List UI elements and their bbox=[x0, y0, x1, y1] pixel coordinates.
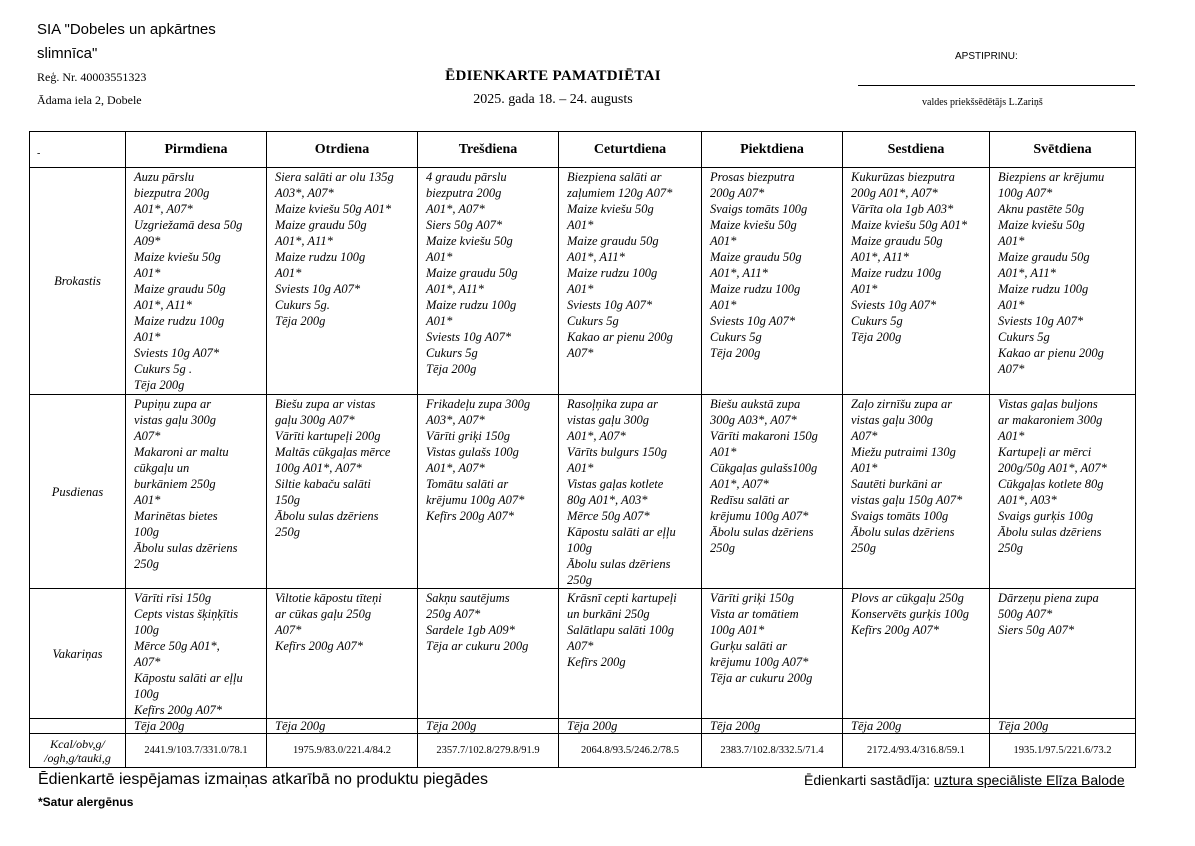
menu-line: Plovs ar cūkgaļu 250g bbox=[851, 591, 964, 605]
menu-line: Cukurs 5g bbox=[851, 314, 903, 328]
menu-line: Redīsu salāti ar bbox=[710, 493, 790, 507]
menu-line: Maize graudu 50g bbox=[134, 282, 226, 296]
menu-line: Sviests 10g A07* bbox=[710, 314, 796, 328]
menu-line: Sautēti burkāni ar bbox=[851, 477, 942, 491]
nutrition-value: 2383.7/102.8/332.5/71.4 bbox=[702, 734, 843, 768]
menu-line: A01*, A11* bbox=[851, 250, 909, 264]
day-header: Pirmdiena bbox=[126, 132, 267, 168]
menu-line: 250g bbox=[275, 525, 300, 539]
menu-line: Maize rudzu 100g bbox=[998, 282, 1089, 296]
menu-line: A01* bbox=[710, 234, 737, 248]
address: Ādama iela 2, Dobele bbox=[37, 93, 142, 107]
menu-line: A01* bbox=[567, 282, 594, 296]
menu-line: A01* bbox=[998, 429, 1025, 443]
menu-line: A01* bbox=[998, 234, 1025, 248]
nutrition-value: 1935.1/97.5/221.6/73.2 bbox=[990, 734, 1136, 768]
menu-line: Vista ar tomātiem bbox=[710, 607, 799, 621]
menu-line: Auzu pārslu bbox=[134, 170, 195, 184]
menu-line: A01* bbox=[567, 461, 594, 475]
menu-line: Vārīta ola 1gb A03* bbox=[851, 202, 954, 216]
menu-line: Siera salāti ar olu 135g bbox=[275, 170, 394, 184]
menu-line: Tēja 200g bbox=[710, 346, 761, 360]
meal-label: Vakariņas bbox=[30, 589, 126, 719]
meal-label: Pusdienas bbox=[30, 395, 126, 589]
menu-cell bbox=[267, 168, 418, 395]
menu-cell bbox=[990, 168, 1136, 395]
nutrition-label-line-1: Kcal/obv,g/ bbox=[50, 736, 105, 751]
organization-name bbox=[37, 18, 297, 66]
menu-line: Vārīti makaroni 150g bbox=[710, 429, 818, 443]
menu-line: Siers 50g A07* bbox=[426, 218, 503, 232]
menu-line: 100g A01*, A07* bbox=[275, 461, 362, 475]
day-header: Ceturtdiena bbox=[559, 132, 702, 168]
menu-line: A01*, A11* bbox=[134, 298, 192, 312]
menu-line: A01* bbox=[710, 298, 737, 312]
menu-line: krējumu 100g A07* bbox=[426, 493, 525, 507]
menu-line: A01* bbox=[567, 218, 594, 232]
menu-line: A01*, A07* bbox=[567, 429, 626, 443]
menu-line: Siltie kabaču salāti bbox=[275, 477, 371, 491]
menu-line: A07* bbox=[134, 655, 161, 669]
day-header: Otrdiena bbox=[267, 132, 418, 168]
day-header: Svētdiena bbox=[990, 132, 1136, 168]
menu-cell bbox=[418, 589, 559, 719]
menu-line: Sviests 10g A07* bbox=[998, 314, 1084, 328]
menu-cell bbox=[843, 168, 990, 395]
menu-line: 200g A01*, A07* bbox=[851, 186, 938, 200]
menu-line: vistas gaļu 300g bbox=[567, 413, 649, 427]
menu-line: 100g bbox=[134, 623, 159, 637]
menu-cell bbox=[702, 395, 843, 589]
menu-line: Maize rudzu 100g bbox=[426, 298, 517, 312]
menu-line: Maize rudzu 100g bbox=[567, 266, 658, 280]
menu-cell bbox=[990, 395, 1136, 589]
menu-cell bbox=[126, 168, 267, 395]
menu-line: Kefīrs 200g A07* bbox=[426, 509, 514, 523]
menu-line: Vārīts bulgurs 150g bbox=[567, 445, 668, 459]
nutrition-row bbox=[30, 734, 1136, 768]
menu-line: Maize graudu 50g bbox=[567, 234, 659, 248]
corner-cell bbox=[30, 132, 126, 168]
menu-line: Makaroni ar maltu bbox=[134, 445, 229, 459]
menu-line: Maize graudu 50g bbox=[426, 266, 518, 280]
menu-line: Ābolu sulas dzēriens bbox=[851, 525, 955, 539]
menu-line: A01*, A07* bbox=[426, 202, 485, 216]
approval-label: APSTIPRINU: bbox=[955, 51, 1018, 62]
menu-line: Cūkgaļas gulašs100g bbox=[710, 461, 818, 475]
menu-cell bbox=[702, 168, 843, 395]
menu-line: zaļumiem 120g A07* bbox=[567, 186, 673, 200]
menu-line: Miežu putraimi 130g bbox=[851, 445, 956, 459]
menu-line: A03*, A07* bbox=[275, 186, 334, 200]
menu-line: Cepts vistas šķiņķītis bbox=[134, 607, 239, 621]
menu-line: biezputra 200g bbox=[134, 186, 210, 200]
menu-line: Sviests 10g A07* bbox=[851, 298, 937, 312]
menu-cell bbox=[418, 168, 559, 395]
menu-line: 200g A07* bbox=[710, 186, 765, 200]
menu-line: krējumu 100g A07* bbox=[710, 509, 809, 523]
menu-line: Maize kviešu 50g bbox=[134, 250, 221, 264]
menu-line: gaļu 300g A07* bbox=[275, 413, 355, 427]
menu-line: A01* bbox=[426, 314, 453, 328]
tea-cell: Tēja 200g bbox=[418, 719, 559, 734]
menu-line: vistas gaļu 300g bbox=[134, 413, 216, 427]
menu-line: Kefīrs 200g A07* bbox=[275, 639, 363, 653]
tea-cell: Tēja 200g bbox=[267, 719, 418, 734]
menu-line: A01* bbox=[851, 282, 878, 296]
menu-line: Maize graudu 50g bbox=[275, 218, 367, 232]
menu-line: un burkāni 250g bbox=[567, 607, 650, 621]
menu-line: Prosas biezputra bbox=[710, 170, 795, 184]
menu-line: Tēja 200g bbox=[134, 378, 185, 392]
menu-line: Cukurs 5g . bbox=[134, 362, 192, 376]
menu-line: Vistas gulašs 100g bbox=[426, 445, 519, 459]
menu-line: Vārīti rīsi 150g bbox=[134, 591, 212, 605]
menu-line: A01*, A11* bbox=[426, 282, 484, 296]
menu-line: Sviests 10g A07* bbox=[134, 346, 220, 360]
menu-line: A01*, A07* bbox=[710, 477, 769, 491]
menu-line: Vistas gaļas kotlete bbox=[567, 477, 664, 491]
menu-line: 100g A07* bbox=[998, 186, 1053, 200]
menu-line: Sardele 1gb A09* bbox=[426, 623, 515, 637]
menu-line: Vistas gaļas buljons bbox=[998, 397, 1098, 411]
menu-line: Ābolu sulas dzēriens bbox=[710, 525, 814, 539]
menu-line: Kefīrs 200g bbox=[567, 655, 626, 669]
page-title: ĒDIENKARTE PAMATDIĒTAI bbox=[445, 68, 661, 84]
menu-cell bbox=[267, 395, 418, 589]
menu-line: Aknu pastēte 50g bbox=[998, 202, 1085, 216]
menu-line: Maize kviešu 50g A01* bbox=[851, 218, 968, 232]
tea-row bbox=[30, 719, 1136, 734]
menu-line: 4 graudu pārslu bbox=[426, 170, 507, 184]
menu-line: Salātlapu salāti 100g bbox=[567, 623, 674, 637]
menu-line: Kartupeļi ar mērci bbox=[998, 445, 1092, 459]
menu-line: Dārzeņu piena zupa bbox=[998, 591, 1099, 605]
menu-line: Maize kviešu 50g bbox=[998, 218, 1085, 232]
menu-line: 150g bbox=[275, 493, 300, 507]
menu-line: A01* bbox=[134, 266, 161, 280]
day-header: Trešdiena bbox=[418, 132, 559, 168]
menu-cell bbox=[559, 168, 702, 395]
chairman-signature-caption: valdes priekšsēdētājs L.Zariņš bbox=[922, 97, 1043, 108]
menu-line: Uzgriežamā desa 50g bbox=[134, 218, 243, 232]
menu-line: Cukurs 5g bbox=[710, 330, 762, 344]
date-range: 2025. gada 18. – 24. augusts bbox=[473, 92, 633, 107]
menu-line: A07* bbox=[134, 429, 161, 443]
menu-line: Sviests 10g A07* bbox=[275, 282, 361, 296]
menu-line: Kefīrs 200g A07* bbox=[134, 703, 222, 717]
menu-line: Maize graudu 50g bbox=[710, 250, 802, 264]
menu-line: A07* bbox=[851, 429, 878, 443]
menu-line: 100g bbox=[567, 541, 592, 555]
menu-line: A01* bbox=[134, 330, 161, 344]
menu-line: A07* bbox=[998, 362, 1025, 376]
menu-line: 500g A07* bbox=[998, 607, 1053, 621]
menu-line: Svaigs tomāts 100g bbox=[710, 202, 808, 216]
menu-line: Kakao ar pienu 200g bbox=[567, 330, 673, 344]
compiled-by-label: Ēdienkarti sastādīja: bbox=[804, 772, 934, 788]
menu-cell bbox=[418, 395, 559, 589]
org-line-1: SIA "Dobeles un apkārtnes bbox=[37, 21, 216, 38]
menu-line: Cukurs 5g bbox=[426, 346, 478, 360]
menu-line: A03*, A07* bbox=[426, 413, 485, 427]
menu-line: 250g bbox=[134, 557, 159, 571]
nutrition-value: 2064.8/93.5/246.2/78.5 bbox=[559, 734, 702, 768]
menu-line: biezputra 200g bbox=[426, 186, 502, 200]
nutrition-value: 1975.9/83.0/221.4/84.2 bbox=[267, 734, 418, 768]
menu-line: A01*, A11* bbox=[567, 250, 625, 264]
nutrition-value: 2441.9/103.7/331.0/78.1 bbox=[126, 734, 267, 768]
menu-line: Ābolu sulas dzēriens bbox=[134, 541, 238, 555]
menu-line: A01*, A11* bbox=[275, 234, 333, 248]
menu-line: 250g bbox=[851, 541, 876, 555]
menu-cell bbox=[126, 589, 267, 719]
stray-dash: - bbox=[37, 148, 41, 159]
menu-line: A09* bbox=[134, 234, 161, 248]
menu-line: A01* bbox=[426, 250, 453, 264]
meal-row-dinner bbox=[30, 589, 1136, 719]
menu-line: 300g A03*, A07* bbox=[710, 413, 797, 427]
menu-line: Gurķu salāti ar bbox=[710, 639, 788, 653]
menu-line: Kāpostu salāti ar eļļu bbox=[134, 671, 243, 685]
menu-line: 100g bbox=[134, 525, 159, 539]
menu-line: A01*, A07* bbox=[134, 202, 193, 216]
tea-cell: Tēja 200g bbox=[559, 719, 702, 734]
compiled-by bbox=[804, 772, 1125, 788]
menu-line: Maize rudzu 100g bbox=[134, 314, 225, 328]
menu-line: Biešu aukstā zupa bbox=[710, 397, 801, 411]
menu-line: A01* bbox=[851, 461, 878, 475]
menu-line: 100g A01* bbox=[710, 623, 765, 637]
menu-line: A07* bbox=[567, 346, 594, 360]
menu-line: Sviests 10g A07* bbox=[426, 330, 512, 344]
menu-line: Cukurs 5g bbox=[998, 330, 1050, 344]
menu-line: Biezpiens ar krējumu bbox=[998, 170, 1105, 184]
menu-line: 80g A01*, A03* bbox=[567, 493, 648, 507]
menu-line: 250g A07* bbox=[426, 607, 481, 621]
menu-line: A07* bbox=[567, 639, 594, 653]
menu-line: Cūkgaļas kotlete 80g bbox=[998, 477, 1104, 491]
nutrition-value: 2172.4/93.4/316.8/59.1 bbox=[843, 734, 990, 768]
menu-line: A01*, A07* bbox=[426, 461, 485, 475]
menu-line: A01* bbox=[275, 266, 302, 280]
menu-line: Maize rudzu 100g bbox=[710, 282, 801, 296]
tea-cell: Tēja 200g bbox=[126, 719, 267, 734]
menu-line: Tēja ar cukuru 200g bbox=[426, 639, 529, 653]
menu-line: A01* bbox=[710, 445, 737, 459]
menu-line: krējumu 100g A07* bbox=[710, 655, 809, 669]
menu-line: Tēja 200g bbox=[275, 314, 326, 328]
menu-cell bbox=[702, 589, 843, 719]
menu-line: Maize kviešu 50g bbox=[426, 234, 513, 248]
menu-line: Marinētas bietes bbox=[134, 509, 218, 523]
menu-line: Cukurs 5g. bbox=[275, 298, 330, 312]
menu-line: Krāsnī cepti kartupeļi bbox=[567, 591, 677, 605]
menu-line: Maize kviešu 50g bbox=[710, 218, 797, 232]
menu-line: Maize rudzu 100g bbox=[851, 266, 942, 280]
menu-line: burkāniem 250g bbox=[134, 477, 216, 491]
menu-line: Ābolu sulas dzēriens bbox=[998, 525, 1102, 539]
menu-line: ar makaroniem 300g bbox=[998, 413, 1103, 427]
menu-line: Sakņu sautējums bbox=[426, 591, 510, 605]
menu-line: Maize graudu 50g bbox=[998, 250, 1090, 264]
menu-line: Tēja 200g bbox=[851, 330, 902, 344]
menu-line: Ābolu sulas dzēriens bbox=[275, 509, 379, 523]
nutrition-label-line-2: /ogh,g/tauki,g bbox=[44, 750, 111, 765]
menu-line: Pupiņu zupa ar bbox=[134, 397, 212, 411]
menu-line: 250g bbox=[567, 573, 592, 587]
menu-line: Maize rudzu 100g bbox=[275, 250, 366, 264]
tea-cell: Tēja 200g bbox=[990, 719, 1136, 734]
menu-line: Konservēts gurķis 100g bbox=[851, 607, 970, 621]
tea-cell: Tēja 200g bbox=[843, 719, 990, 734]
menu-cell bbox=[559, 395, 702, 589]
menu-line: A07* bbox=[275, 623, 302, 637]
menu-line: Vārīti griķi 150g bbox=[426, 429, 511, 443]
menu-line: Svaigs tomāts 100g bbox=[851, 509, 949, 523]
org-line-2: slimnīca" bbox=[37, 45, 98, 62]
menu-line: 100g bbox=[134, 687, 159, 701]
menu-table bbox=[29, 131, 1136, 768]
menu-line: A01*, A03* bbox=[998, 493, 1057, 507]
menu-cell bbox=[126, 395, 267, 589]
allergen-note: *Satur alergēnus bbox=[38, 795, 134, 809]
menu-line: Biezpiena salāti ar bbox=[567, 170, 662, 184]
menu-cell bbox=[843, 395, 990, 589]
day-header: Piektdiena bbox=[702, 132, 843, 168]
menu-line: Rasoļņika zupa ar bbox=[567, 397, 658, 411]
meal-row-breakfast bbox=[30, 168, 1136, 395]
menu-line: Svaigs gurķis 100g bbox=[998, 509, 1094, 523]
menu-line: Maltās cūkgaļas mērce bbox=[275, 445, 391, 459]
menu-line: vistas gaļu 150g A07* bbox=[851, 493, 963, 507]
menu-line: A01*, A11* bbox=[998, 266, 1056, 280]
menu-cell bbox=[267, 589, 418, 719]
menu-line: ar cūkas gaļu 250g bbox=[275, 607, 372, 621]
changes-note: Ēdienkartē iespējamas izmaiņas atkarībā no produktu piegādes bbox=[38, 771, 489, 788]
menu-line: Zaļo zirnīšu zupa ar bbox=[851, 397, 953, 411]
menu-cell bbox=[990, 589, 1136, 719]
menu-line: Mērce 50g A07* bbox=[567, 509, 650, 523]
menu-cell bbox=[843, 589, 990, 719]
menu-line: A01*, A11* bbox=[710, 266, 768, 280]
menu-line: Kukurūzas biezputra bbox=[851, 170, 955, 184]
nutrition-label bbox=[30, 734, 126, 768]
menu-line: 250g bbox=[998, 541, 1023, 555]
menu-line: Maize kviešu 50g A01* bbox=[275, 202, 392, 216]
menu-line: Vārīti kartupeļi 200g bbox=[275, 429, 381, 443]
menu-line: A01* bbox=[998, 298, 1025, 312]
signature-line bbox=[858, 85, 1135, 86]
menu-line: Ābolu sulas dzēriens bbox=[567, 557, 671, 571]
meal-label: Brokastis bbox=[30, 168, 126, 395]
menu-line: Mērce 50g A01*, bbox=[134, 639, 220, 653]
menu-line: Tēja 200g bbox=[426, 362, 477, 376]
menu-line: Viltotie kāpostu tīteņi bbox=[275, 591, 382, 605]
days-header-row bbox=[30, 132, 1136, 168]
menu-line: Tēja ar cukuru 200g bbox=[710, 671, 813, 685]
menu-line: Maize kviešu 50g bbox=[567, 202, 654, 216]
menu-line: 200g/50g A01*, A07* bbox=[998, 461, 1107, 475]
compiled-by-name: uztura speciāliste Elīza Balode bbox=[933, 772, 1125, 788]
menu-line: Siers 50g A07* bbox=[998, 623, 1075, 637]
meal-rows bbox=[30, 168, 1136, 768]
menu-line: Kefīrs 200g A07* bbox=[851, 623, 939, 637]
day-header: Sestdiena bbox=[843, 132, 990, 168]
menu-line: Kāpostu salāti ar eļļu bbox=[567, 525, 676, 539]
menu-line: Kakao ar pienu 200g bbox=[998, 346, 1104, 360]
menu-line: Maize graudu 50g bbox=[851, 234, 943, 248]
menu-line: A01* bbox=[134, 493, 161, 507]
menu-line: Tomātu salāti ar bbox=[426, 477, 509, 491]
meal-row-lunch bbox=[30, 395, 1136, 589]
menu-line: Frikadeļu zupa 300g bbox=[426, 397, 531, 411]
tea-label-cell bbox=[30, 719, 126, 734]
menu-line: Cukurs 5g bbox=[567, 314, 619, 328]
menu-line: vistas gaļu 300g bbox=[851, 413, 933, 427]
tea-cell: Tēja 200g bbox=[702, 719, 843, 734]
registration-number: Reģ. Nr. 40003551323 bbox=[37, 70, 147, 84]
menu-cell bbox=[559, 589, 702, 719]
menu-line: cūkgaļu un bbox=[134, 461, 190, 475]
menu-line: Vārīti griķi 150g bbox=[710, 591, 795, 605]
menu-line: Biešu zupa ar vistas bbox=[275, 397, 376, 411]
menu-line: 250g bbox=[710, 541, 735, 555]
nutrition-value: 2357.7/102.8/279.8/91.9 bbox=[418, 734, 559, 768]
menu-line: Sviests 10g A07* bbox=[567, 298, 653, 312]
